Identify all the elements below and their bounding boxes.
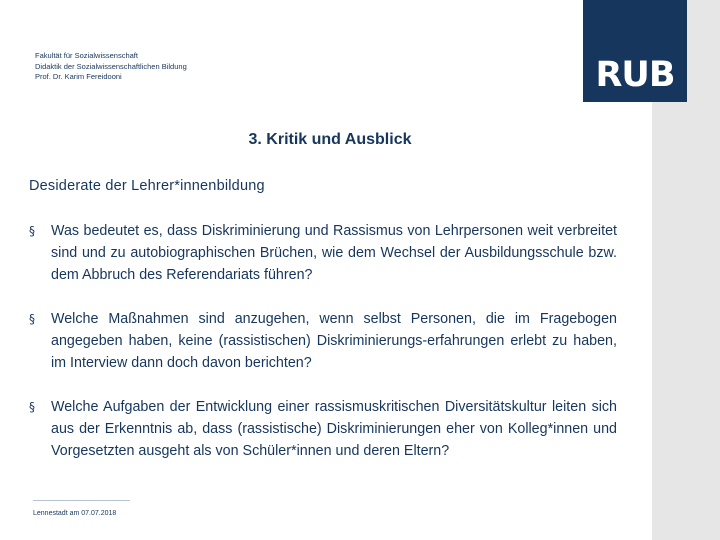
bullet-marker: §	[29, 400, 35, 414]
slide-subtitle: Desiderate der Lehrer*innenbildung	[29, 178, 265, 194]
bullet-item	[29, 308, 617, 374]
department-line: Didaktik der Sozialwissenschaftlichen Bildung	[35, 61, 187, 71]
bullet-item	[29, 220, 617, 286]
logo-text: RUB	[595, 55, 675, 95]
footer-text: Lennestadt am 07.07.2018	[33, 510, 117, 517]
professor-line: Prof. Dr. Karim Fereidooni	[35, 72, 122, 81]
bullet-text: Welche Aufgaben der Entwicklung einer rassismuskritischen Diversitätskultur leiten sich aus der Erkenntnis ab, dass (rassistische) Diskriminierungen eher von Kolleg*innen und Vorgesetzten ausgeht als von Schüler*innen und deren Eltern?	[51, 399, 617, 459]
slide-title: 3. Kritik und Ausblick	[248, 131, 412, 148]
rub-logo	[583, 0, 687, 102]
bullet-text: Was bedeutet es, dass Diskriminierung und Rassismus von Lehrpersonen weit verbreitet sind und zu autobiographischen Brüchen, wie dem Wechsel der Ausbildungsschule bzw. dem Abbruch des Referendariats führen?	[51, 223, 617, 283]
institution-header	[35, 51, 187, 83]
bullet-marker: §	[29, 312, 35, 326]
bullet-item	[29, 396, 617, 462]
bullet-text: Welche Maßnahmen sind anzugehen, wenn selbst Personen, die im Fragebogen angegeben haben, keine (rassistischen) Diskriminierungs-erfahrungen erlebt zu haben, im Interview dann doch davon berichten?	[51, 311, 617, 371]
bullet-list	[29, 220, 617, 484]
footer-divider	[33, 500, 130, 501]
faculty-line: Fakultät für Sozialwissenschaft	[35, 51, 138, 60]
bullet-marker: §	[29, 224, 35, 238]
